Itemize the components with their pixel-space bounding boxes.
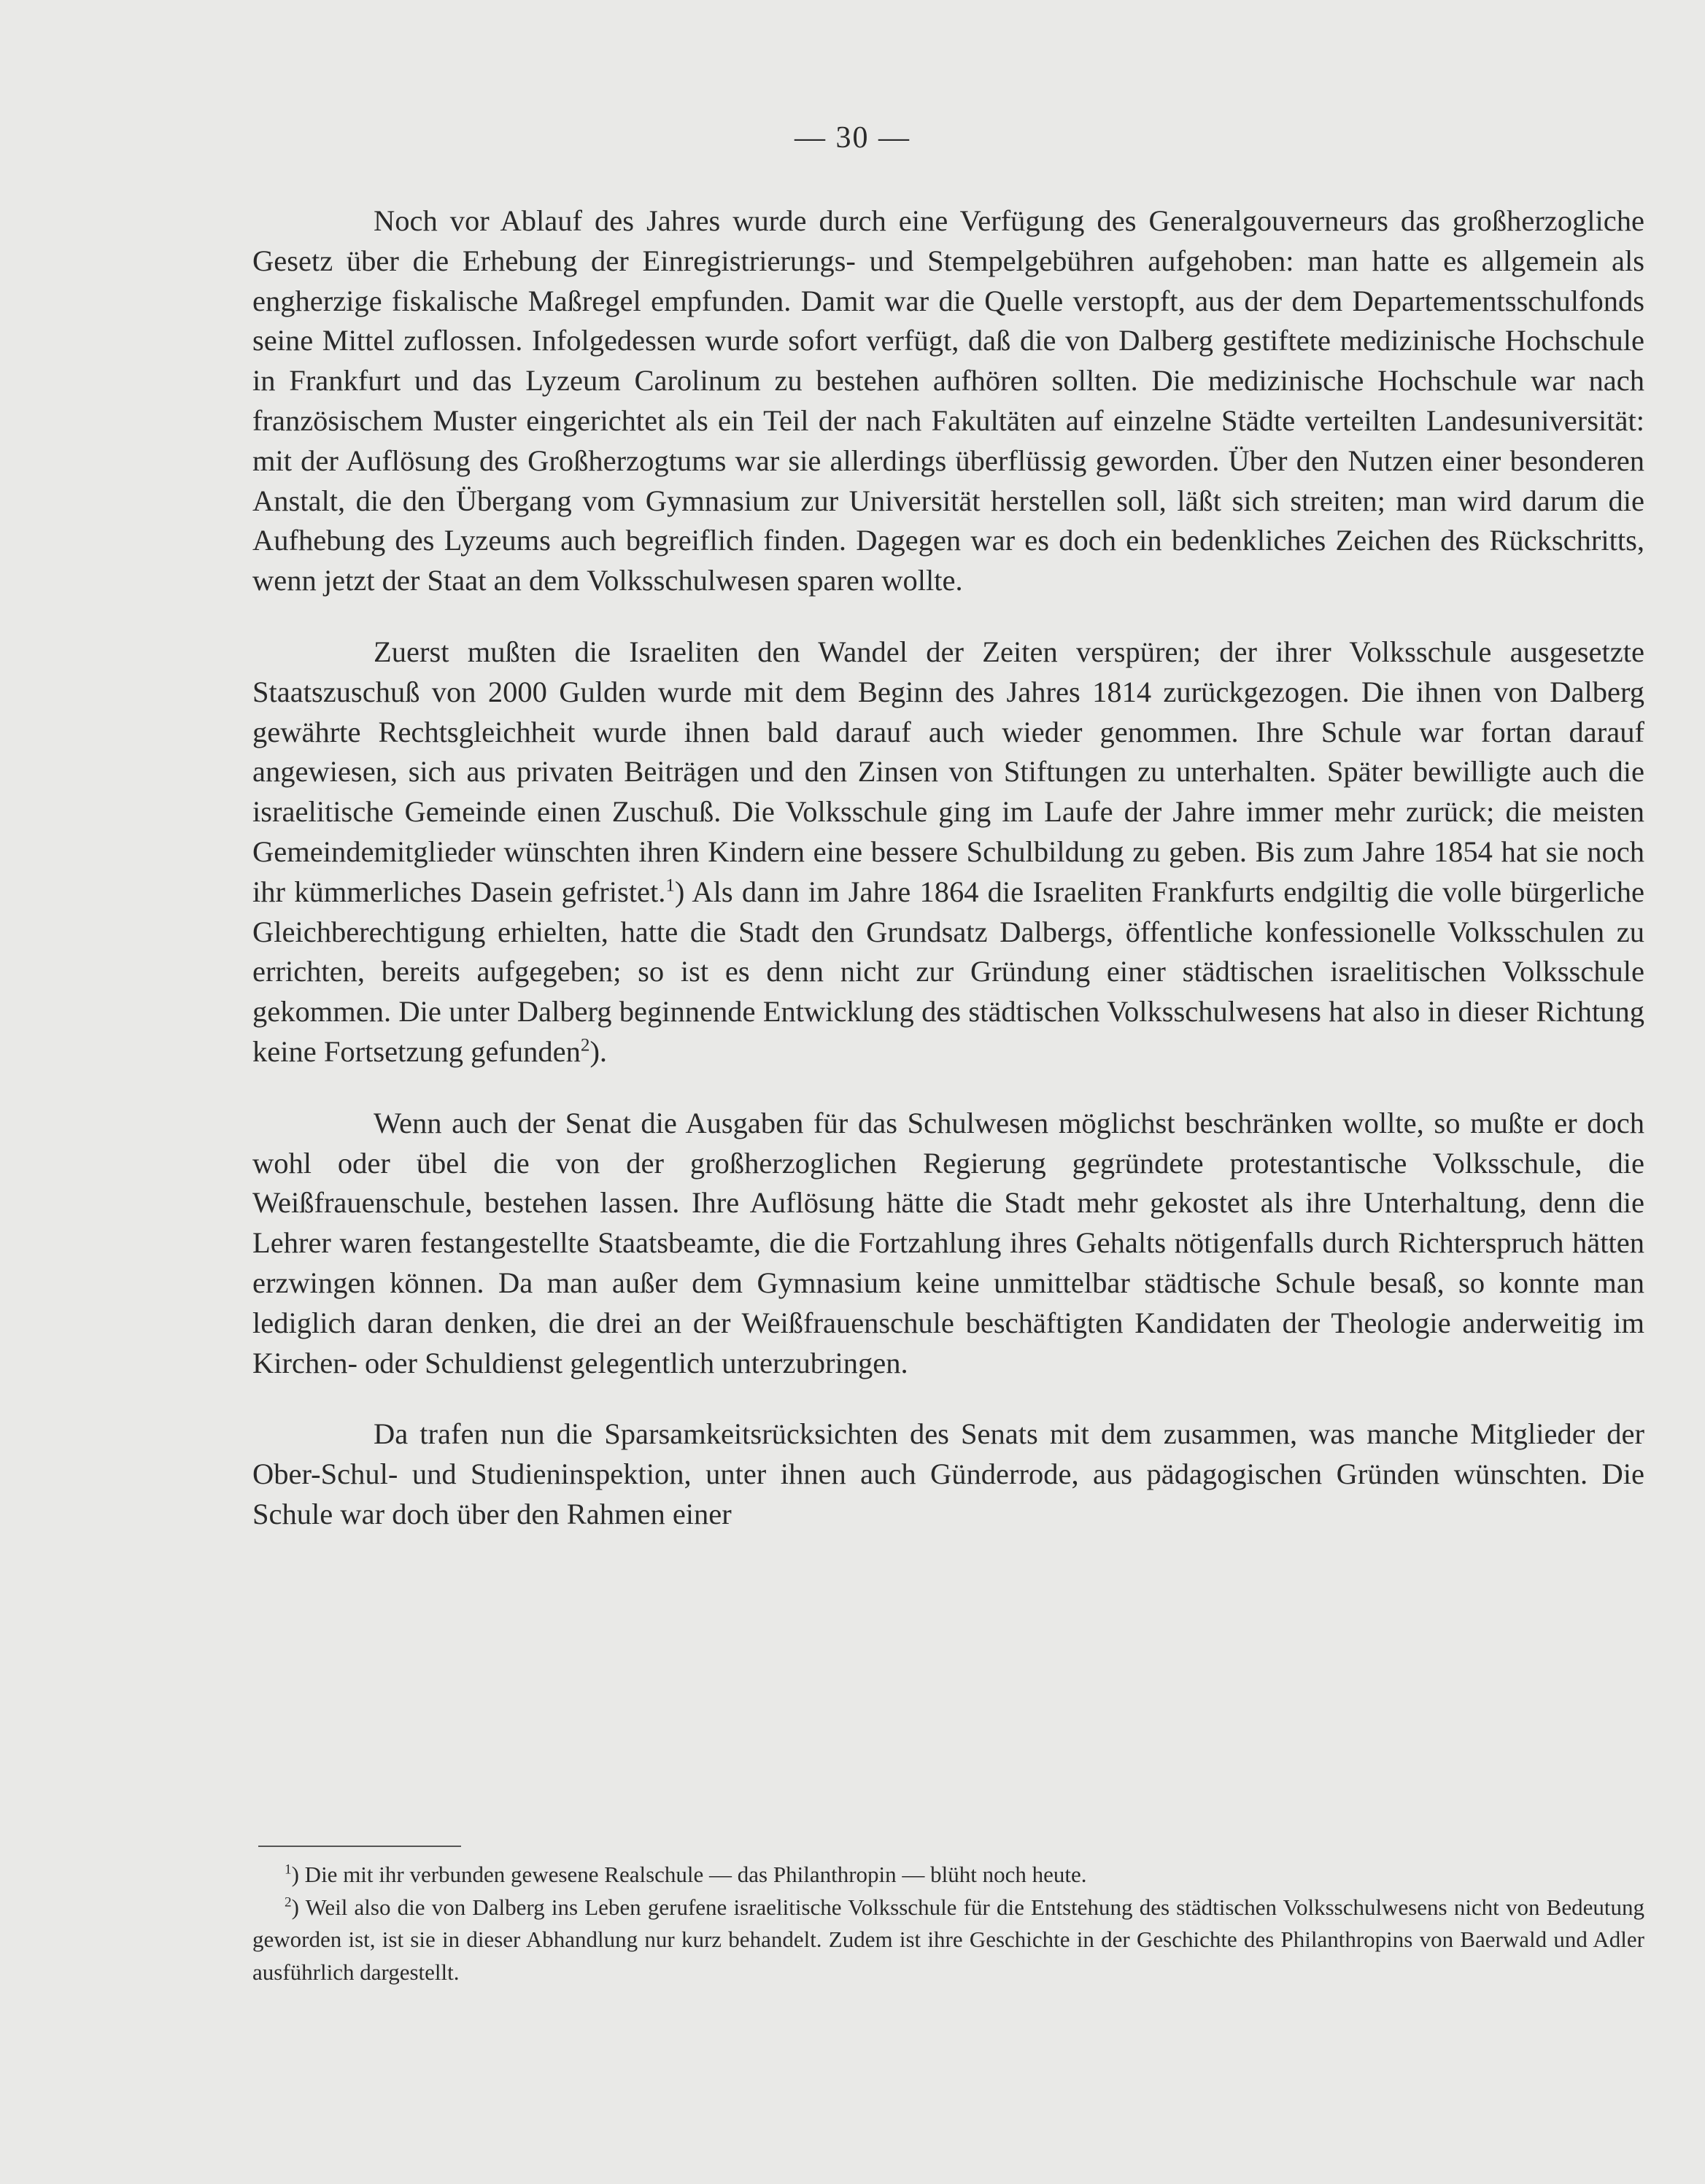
footnote-2-mark: 2 [285, 1894, 292, 1910]
paragraph-2-part-2: ) [674, 875, 685, 908]
paragraph-3: Wenn auch der Senat die Ausgaben für das Schulwesen möglichst beschränken wollte, so mußte er doch wohl oder übel die von der großherzoglichen Regierung gegründete protestantische Volksschule, die Weißfrauenschule, bestehen lassen. Ihre Auflösung hätte die Stadt mehr gekostet als ihre Unterhaltung, denn die Lehrer waren festangestellte Staatsbeamte, die die Fortzahlung ihres Gehalts nötigenfalls durch Richterspruch hätten erzwingen können. Da man außer dem Gymnasium keine unmittelbar städtische Schule besaß, so konnte man lediglich daran denken, die drei an der Weißfrauenschule beschäftigten Kandidaten der Theologie anderweitig im Kirchen- oder Schuldienst gelegentlich unterzubringen. [252, 1106, 1644, 1379]
paragraph-2 [252, 632, 1644, 1072]
paragraph-2-part-3: Als dann im Jahre 1864 die Israeliten Frankfurts endgiltig die volle bürgerliche Gleichberechtigung erhielten, hatte die Stadt den Grundsatz Dalbergs, öffentliche konfessionelle Volksschulen zu errichten, bereits aufgegeben; so ist es denn nicht zur Gründung einer städtischen israelitischen Volksschule gekommen. Die unter Dalberg beginnende Entwicklung des städtischen Volksschulwesens hat also in dieser Richtung keine Fortsetzung gefunden [252, 875, 1644, 1068]
footnote-ref-1: 1 [665, 875, 675, 896]
footnote-1-text: ) Die mit ihr verbunden gewesene Realschule — das Philanthropin — blüht noch heute. [291, 1862, 1087, 1887]
footnotes [252, 1859, 1644, 1989]
footnote-2-text: ) Weil also die von Dalberg ins Leben gerufene israelitische Volksschule für die Entstehung des städtischen Volksschulwesens nicht von Bedeutung geworden ist, ist sie in dieser Abhandlung nur kurz behandelt. Zudem ist ihre Geschichte in der Geschichte des Philanthropins von Baerwald und Adler ausführlich dargestellt. [252, 1894, 1644, 1985]
footnote-1 [252, 1859, 1644, 1891]
footnote-2 [252, 1891, 1644, 1989]
footnote-separator [258, 1846, 461, 1847]
page-number: — 30 — [794, 121, 911, 155]
paragraph-2-part-4: ). [589, 1034, 608, 1068]
body-text [252, 201, 1644, 1535]
paragraph-4: Da trafen nun die Sparsamkeitsrücksichten des Senats mit dem zusammen, was manche Mitglieder der Ober-Schul- und Studieninspektion, unter ihnen auch Günderrode, aus pädagogischen Gründen wünschten. Die Schule war doch über den Rahmen einer [252, 1417, 1644, 1530]
paragraph-2-part-1: Zuerst mußten die Israeliten den Wandel der Zeiten verspüren; der ihrer Volksschule ausgesetzte Staatszuschuß von 2000 Gulden wurde mit dem Beginn des Jahres 1814 zurückgezogen. Die ihnen von Dalberg gewährte Rechtsgleichheit wurde ihnen bald darauf auch wieder genommen. Ihre Schule war fortan darauf angewiesen, sich aus privaten Beiträgen und den Zinsen von Stiftungen zu unterhalten. Später bewilligte auch die israelitische Gemeinde einen Zuschuß. Die Volksschule ging im Laufe der Jahre immer mehr zurück; die meisten Gemeindemitglieder wünschten ihren Kindern eine bessere Schulbildung zu geben. Bis zum Jahre 1854 hat sie noch ihr kümmerliches Dasein gefristet. [252, 635, 1644, 908]
footnote-ref-2: 2 [580, 1035, 590, 1056]
footnote-1-mark: 1 [285, 1862, 292, 1878]
paragraph-1: Noch vor Ablauf des Jahres wurde durch eine Verfügung des Generalgouverneurs das großherzogliche Gesetz über die Erhebung der Einregistrierungs- und Stempelgebühren aufgehoben: man hatte es allgemein als engherzige fiskalische Maßregel empfunden. Damit war die Quelle verstopft, aus der dem Departementsschulfonds seine Mittel zuflossen. Infolgedessen wurde sofort verfügt, daß die von Dalberg gestiftete medizinische Hochschule in Frankfurt und das Lyzeum Carolinum zu bestehen aufhören sollten. Die medizinische Hochschule war nach französischem Muster eingerichtet als ein Teil der nach Fakultäten auf einzelne Städte verteilten Landesuniversität: mit der Auflösung des Großherzogtums war sie allerdings überflüssig geworden. Über den Nutzen einer besonderen Anstalt, die den Übergang vom Gymnasium zur Universität herstellen soll, läßt sich streiten; man wird darum die Aufhebung des Lyzeums auch begreiflich finden. Dagegen war es doch ein bedenkliches Zeichen des Rückschritts, wenn jetzt der Staat an dem Volksschulwesen sparen wollte. [252, 204, 1644, 597]
